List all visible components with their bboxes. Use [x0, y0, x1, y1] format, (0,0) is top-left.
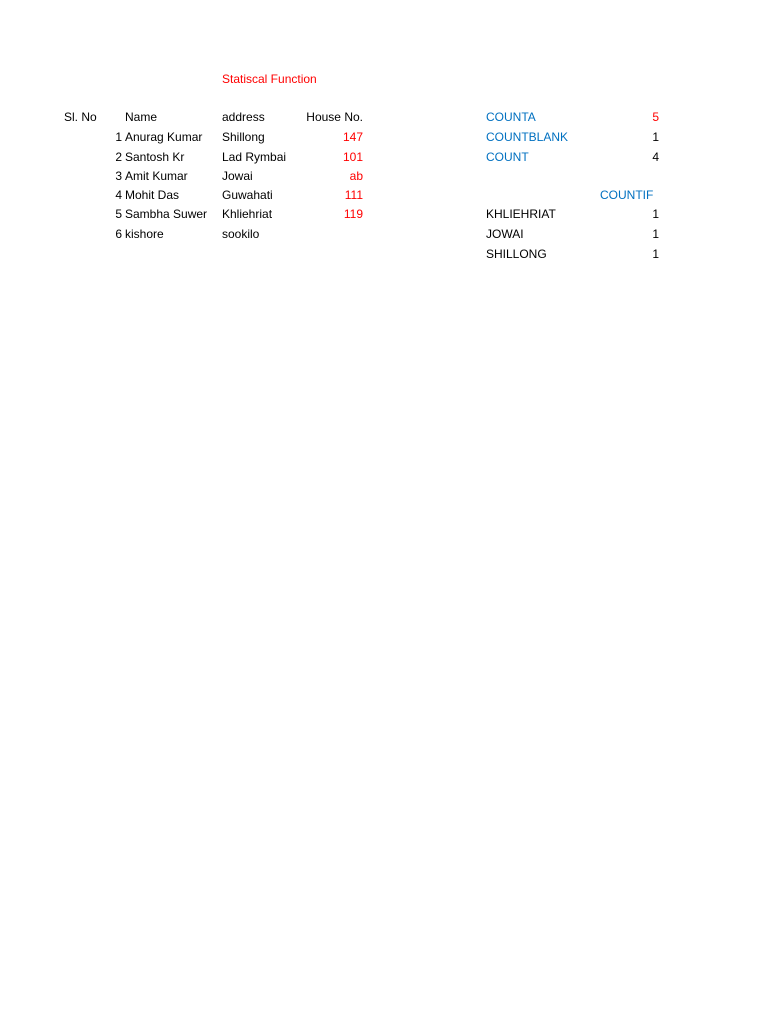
row-4-house-no: 111	[344, 188, 363, 202]
row-2-sl: 2	[115, 150, 122, 164]
row-5-address: Khliehriat	[222, 207, 273, 221]
row-3-name: Amit Kumar	[125, 169, 188, 183]
row-1-sl: 1	[115, 130, 122, 144]
header-sl-no: Sl. No	[64, 110, 97, 124]
row-2-name: Santosh Kr	[125, 150, 185, 164]
row-3-sl: 3	[115, 169, 122, 183]
function-countblank-label: COUNTBLANK	[486, 130, 569, 144]
sheet-title: Statiscal Function	[222, 72, 317, 86]
row-5-name: Sambha Suwer	[125, 207, 208, 221]
header-house-no: House No.	[306, 110, 363, 124]
countif-shillong-value: 1	[652, 247, 659, 261]
header-address: address	[222, 110, 265, 124]
row-3-address: Jowai	[222, 169, 253, 183]
row-1-address: Shillong	[222, 130, 265, 144]
function-count-value: 4	[652, 150, 659, 164]
row-4-name: Mohit Das	[125, 188, 180, 202]
row-6-address: sookilo	[222, 227, 260, 241]
row-6-sl: 6	[115, 227, 122, 241]
function-count-label: COUNT	[486, 150, 529, 164]
countif-jowai-value: 1	[652, 227, 659, 241]
countif-shillong-label: SHILLONG	[486, 247, 547, 261]
function-counta-label: COUNTA	[486, 110, 536, 124]
function-countblank-value: 1	[652, 130, 659, 144]
row-4-address: Guwahati	[222, 188, 273, 202]
row-1-name: Anurag Kumar	[125, 130, 203, 144]
row-2-house-no: 101	[342, 150, 363, 164]
countif-header: COUNTIF	[600, 188, 654, 202]
row-2-address: Lad Rymbai	[222, 150, 287, 164]
row-6-name: kishore	[125, 227, 164, 241]
row-5-sl: 5	[115, 207, 122, 221]
row-5-house-no: 119	[343, 207, 363, 221]
row-3-house-no: ab	[349, 169, 363, 183]
header-name: Name	[125, 110, 158, 124]
row-1-house-no: 147	[342, 130, 363, 144]
countif-jowai-label: JOWAI	[486, 227, 524, 241]
countif-khliehriat-value: 1	[652, 207, 659, 221]
function-counta-value: 5	[652, 110, 659, 124]
row-4-sl: 4	[115, 188, 122, 202]
countif-khliehriat-label: KHLIEHRIAT	[486, 207, 556, 221]
